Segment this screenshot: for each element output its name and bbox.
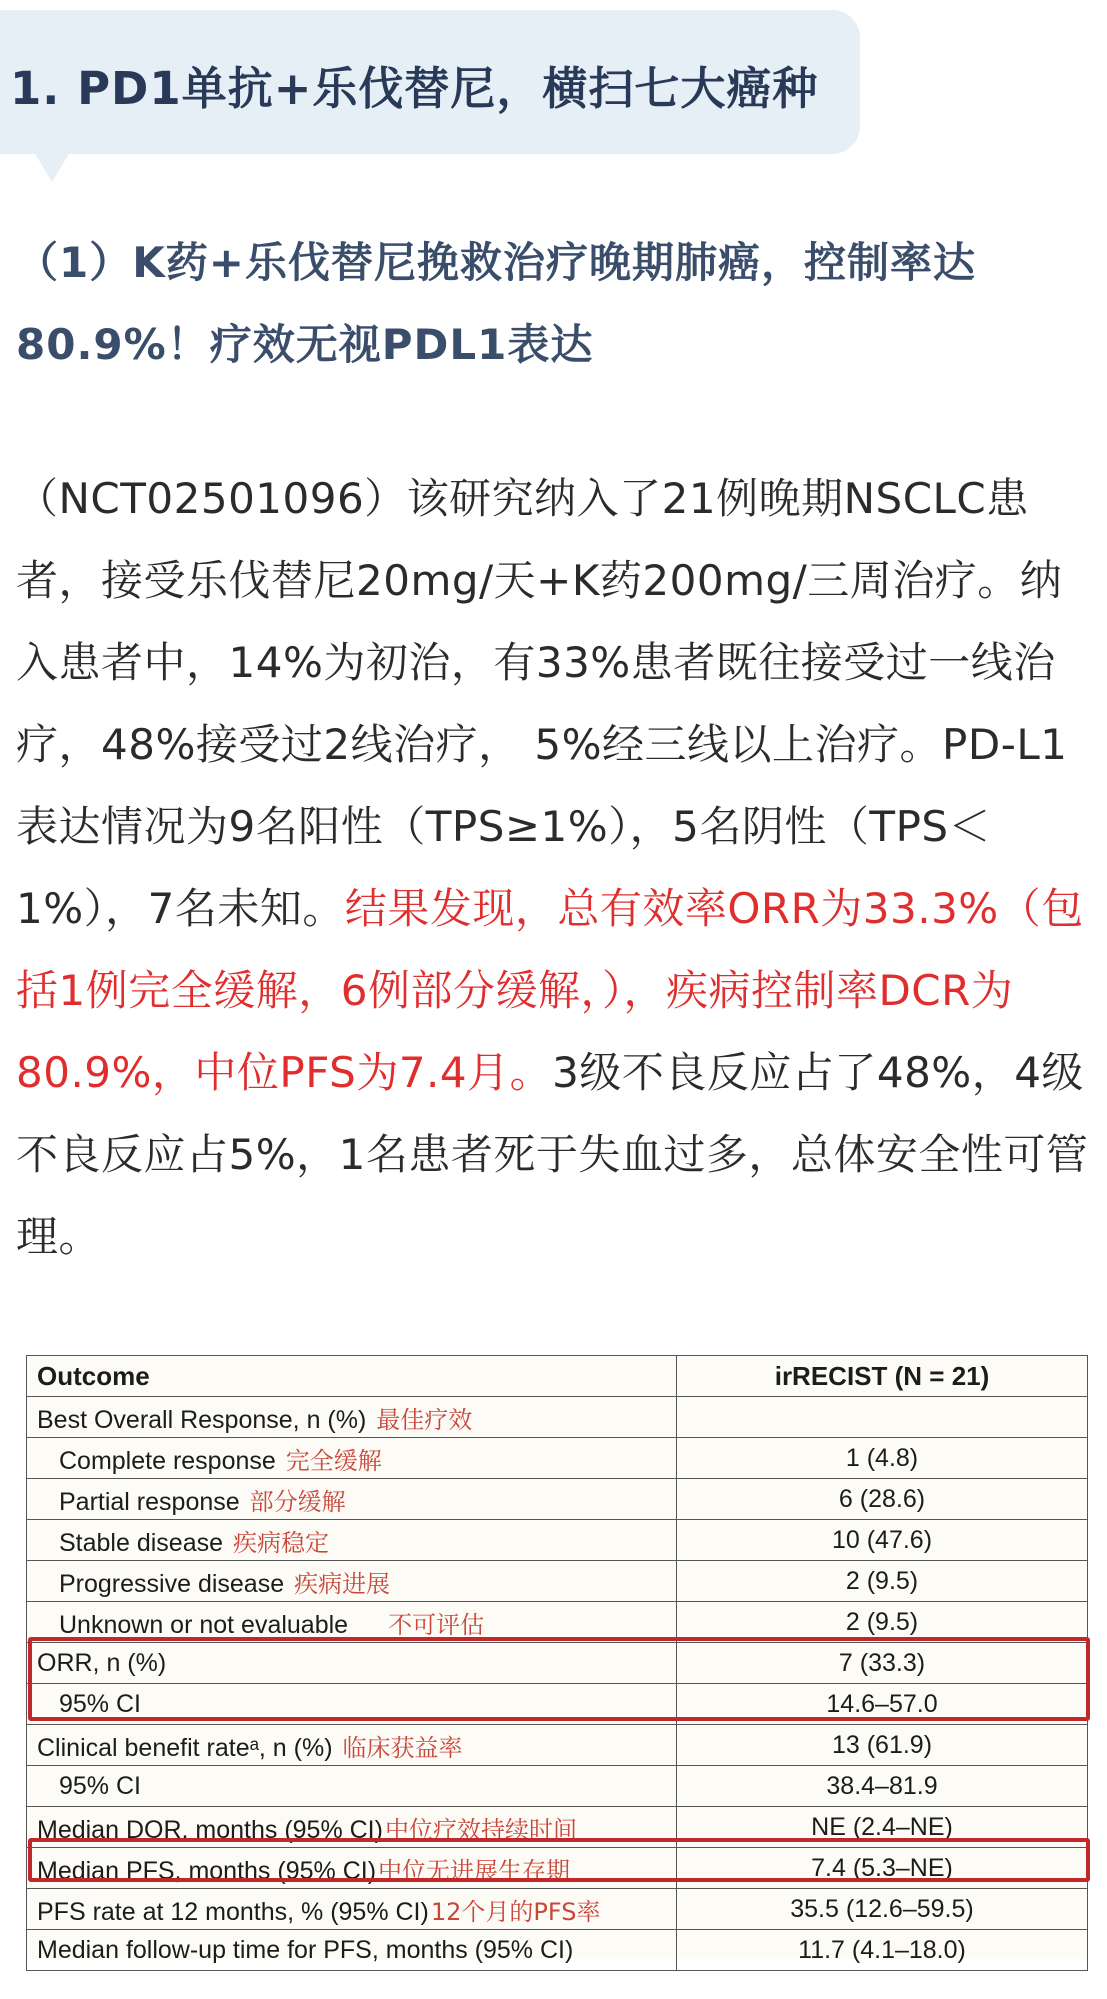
row-value: 7.4 (5.3–NE) — [677, 1848, 1088, 1889]
table-row — [27, 1889, 1088, 1930]
table-row — [27, 1602, 1088, 1643]
body-highlight: 结果发现，总有效率ORR为33.3%（包括1例完全缓解，6例部分缓解，），疾病控制率DCR为80.9%，中位PFS为7.4月。 — [16, 884, 1084, 1097]
row-label: Median DOR, months (95% CI) — [37, 1815, 383, 1844]
row-annotation: 中位无进展生存期 — [378, 1856, 571, 1885]
row-annotation: 12个月的PFS率 — [430, 1897, 601, 1926]
row-label: Clinical benefit rateᵃ, n (%) — [37, 1733, 333, 1762]
row-value — [677, 1397, 1088, 1438]
body-text-part2: 3级不良反应占了48%，4级不良反应占5%，1名患者死于失血过多，总体安全性可管理。 — [16, 1048, 1089, 1261]
section-title: 1. PD1单抗+乐伐替尼，横扫七大癌种 — [10, 62, 819, 115]
table-header-row — [27, 1356, 1088, 1397]
row-value: 13 (61.9) — [677, 1725, 1088, 1766]
table-row — [27, 1684, 1088, 1725]
row-annotation: 最佳疗效 — [376, 1405, 473, 1434]
table-header-irrecist: irRECIST (N = 21) — [677, 1356, 1088, 1397]
row-annotation: 中位疗效持续时间 — [384, 1815, 577, 1844]
row-label: 95% CI — [59, 1689, 141, 1718]
row-label: PFS rate at 12 months, % (95% CI) — [37, 1897, 429, 1926]
outcome-table — [26, 1355, 1088, 1971]
row-value: 11.7 (4.1–18.0) — [677, 1930, 1088, 1971]
row-label: 95% CI — [59, 1771, 141, 1800]
row-annotation: 完全缓解 — [285, 1446, 382, 1475]
row-value: NE (2.4–NE) — [677, 1807, 1088, 1848]
table-row — [27, 1397, 1088, 1438]
body-text-part1: （NCT02501096）该研究纳入了21例晚期NSCLC患者，接受乐伐替尼20mg/天+K药200mg/三周治疗。纳入患者中，14%为初治，有33%患者既往接受过一线治疗，48%接受过2线治疗， 5%经三线以上治疗。PD-L1表达情况为9名阳性（TPS≥1%），5名阴性（TPS＜1%），7名未知。 — [16, 474, 1068, 933]
row-label: Complete response — [59, 1446, 276, 1475]
row-value: 6 (28.6) — [677, 1479, 1088, 1520]
row-value: 35.5 (12.6–59.5) — [677, 1889, 1088, 1930]
row-label: Stable disease — [59, 1528, 224, 1557]
table-row — [27, 1520, 1088, 1561]
row-label: ORR, n (%) — [37, 1648, 167, 1677]
row-value: 38.4–81.9 — [677, 1766, 1088, 1807]
row-value: 2 (9.5) — [677, 1561, 1088, 1602]
row-label: Median follow-up time for PFS, months (95% CI) — [37, 1935, 574, 1964]
table-row — [27, 1479, 1088, 1520]
heading-bubble-tail — [34, 152, 70, 182]
row-annotation: 部分缓解 — [249, 1487, 346, 1516]
row-label: Progressive disease — [59, 1569, 285, 1598]
table-row — [27, 1807, 1088, 1848]
row-value: 2 (9.5) — [677, 1602, 1088, 1643]
row-annotation: 不可评估 — [388, 1610, 485, 1639]
table-row — [27, 1848, 1088, 1889]
row-label: Unknown or not evaluable — [59, 1610, 349, 1639]
row-label: Median PFS, months (95% CI) — [37, 1856, 377, 1885]
row-value: 14.6–57.0 — [677, 1684, 1088, 1725]
table-row — [27, 1930, 1088, 1971]
table-row — [27, 1643, 1088, 1684]
table-row — [27, 1725, 1088, 1766]
body-paragraph — [16, 458, 1100, 1278]
row-annotation: 临床获益率 — [342, 1733, 463, 1762]
row-label: Best Overall Response, n (%) — [37, 1405, 367, 1434]
row-annotation: 疾病进展 — [294, 1569, 391, 1598]
row-value: 1 (4.8) — [677, 1438, 1088, 1479]
table-row — [27, 1438, 1088, 1479]
row-label: Partial response — [59, 1487, 240, 1516]
row-value: 7 (33.3) — [677, 1643, 1088, 1684]
outcome-table-figure — [26, 1355, 1088, 1964]
table-header-outcome: Outcome — [27, 1356, 677, 1397]
row-value: 10 (47.6) — [677, 1520, 1088, 1561]
table-row — [27, 1766, 1088, 1807]
subsection-title: （1）K药+乐伐替尼挽救治疗晚期肺癌，控制率达80.9%！疗效无视PDL1表达 — [16, 238, 976, 369]
table-row — [27, 1561, 1088, 1602]
row-annotation: 疾病稳定 — [233, 1528, 330, 1557]
